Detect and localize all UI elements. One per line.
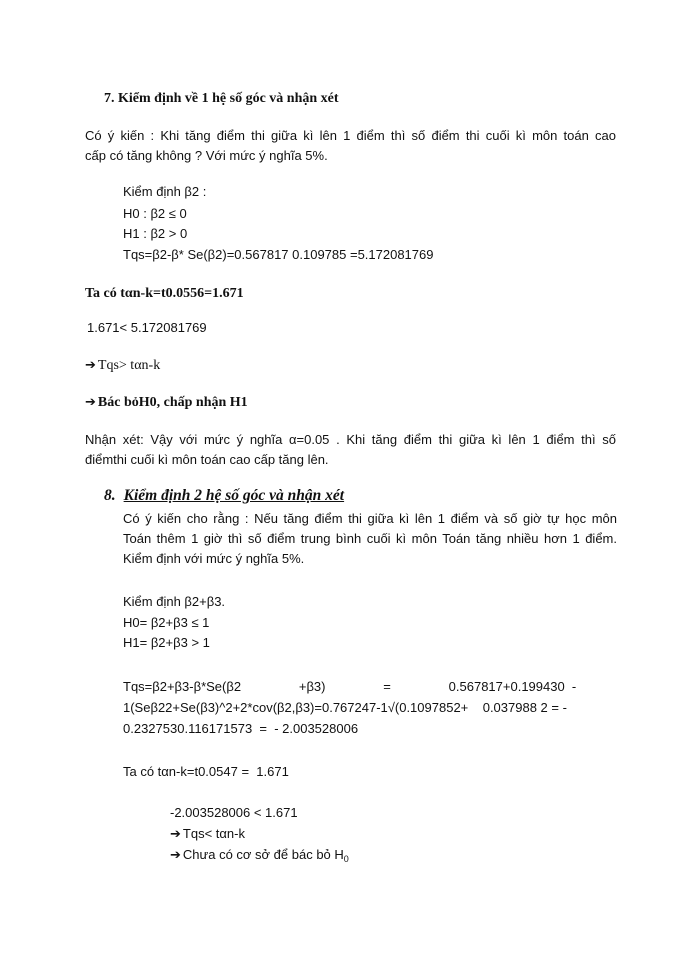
section7-test-label: Kiểm định β2 : [123,184,207,199]
section8-heading-row [104,487,344,506]
arrow-right-icon: ➔ [85,395,96,410]
section8-conclusion2-subscript: 0 [343,854,349,864]
section8-opinion-line3: Kiểm định với mức ý nghĩa 5%. [123,551,305,566]
section7-h0: H0 : β2 ≤ 0 [123,206,187,221]
section8-heading: Kiểm định 2 hệ số góc và nhận xét [123,487,345,504]
section7-remark-line2: điểmthi cuối kì môn toán cao cấp tăng lên. [85,452,329,467]
section8-test-label: Kiểm định β2+β3. [123,594,226,609]
section8-opinion-line1: Có ý kiến cho rằng : Nếu tăng điểm thi giữa kì lên 1 điểm và số giờ tự học môn [123,511,617,526]
section8-critical-value: Ta có tαn-k=t0.0547 = 1.671 [123,764,289,779]
section8-conclusion2 [170,846,349,868]
arrow-right-icon: ➔ [170,827,181,842]
section8-conclusion1-text: Tqs< tαn-k [182,826,245,841]
arrow-right-icon: ➔ [85,358,96,373]
section8-tqs-line2: 1(Seβ22+Se(β3)^2+2*cov(β2,β3)=0.767247-1√(0.1097852+ 0.037988 2 = - [123,700,567,715]
section8-tqs-line3: 0.2327530.116171573 = - 2.003528006 [123,721,359,736]
section7-remark-line1: Nhận xét: Vậy với mức ý nghĩa α=0.05 . Khi tăng điểm thi giữa kì lên 1 điểm thì số [85,432,616,447]
section7-heading: 7. Kiểm định về 1 hệ số góc và nhận xét [104,91,339,106]
section8-conclusion2-text: Chưa có cơ sở để bác bỏ H [182,847,344,862]
section8-h1: H1= β2+β3 > 1 [123,635,210,650]
section7-conclusion2 [85,394,248,412]
section8-tqs-line1: Tqs=β2+β3-β*Se(β2 +β3) = 0.567817+0.199430 - [123,679,577,694]
section8-opinion-line2: Toán thêm 1 giờ thì số điểm trung bình cuối kì môn Toán tăng nhiều hơn 1 điểm. [123,531,617,546]
section8-comparison: -2.003528006 < 1.671 [170,805,298,820]
section8-number: 8. [104,487,116,504]
section7-opinion-line2: cấp có tăng không ? Với mức ý nghĩa 5%. [85,148,328,163]
section7-conclusion1-text: Tqs> tαn-k [97,358,161,373]
section7-opinion-line1: Có ý kiến : Khi tăng điểm thi giữa kì lên 1 điểm thì số điểm thi cuối kì môn toán cao [85,128,616,143]
critical-value-text: Ta có tαn-k=t0.0556=1.671 [85,286,244,301]
section7-comparison: 1.671< 5.172081769 [87,320,207,335]
section8-h0: H0= β2+β3 ≤ 1 [123,615,210,630]
arrow-right-icon: ➔ [170,848,181,863]
section7-h1: H1 : β2 > 0 [123,226,188,241]
section7-critical-value [85,285,244,303]
section7-conclusion1 [85,357,160,375]
section8-conclusion1 [170,825,245,844]
section7-tqs: Tqs=β2-β* Se(β2)=0.567817 0.109785 =5.172081769 [123,247,434,262]
section7-conclusion2-text: Bác bỏH0, chấp nhận H1 [97,395,248,410]
